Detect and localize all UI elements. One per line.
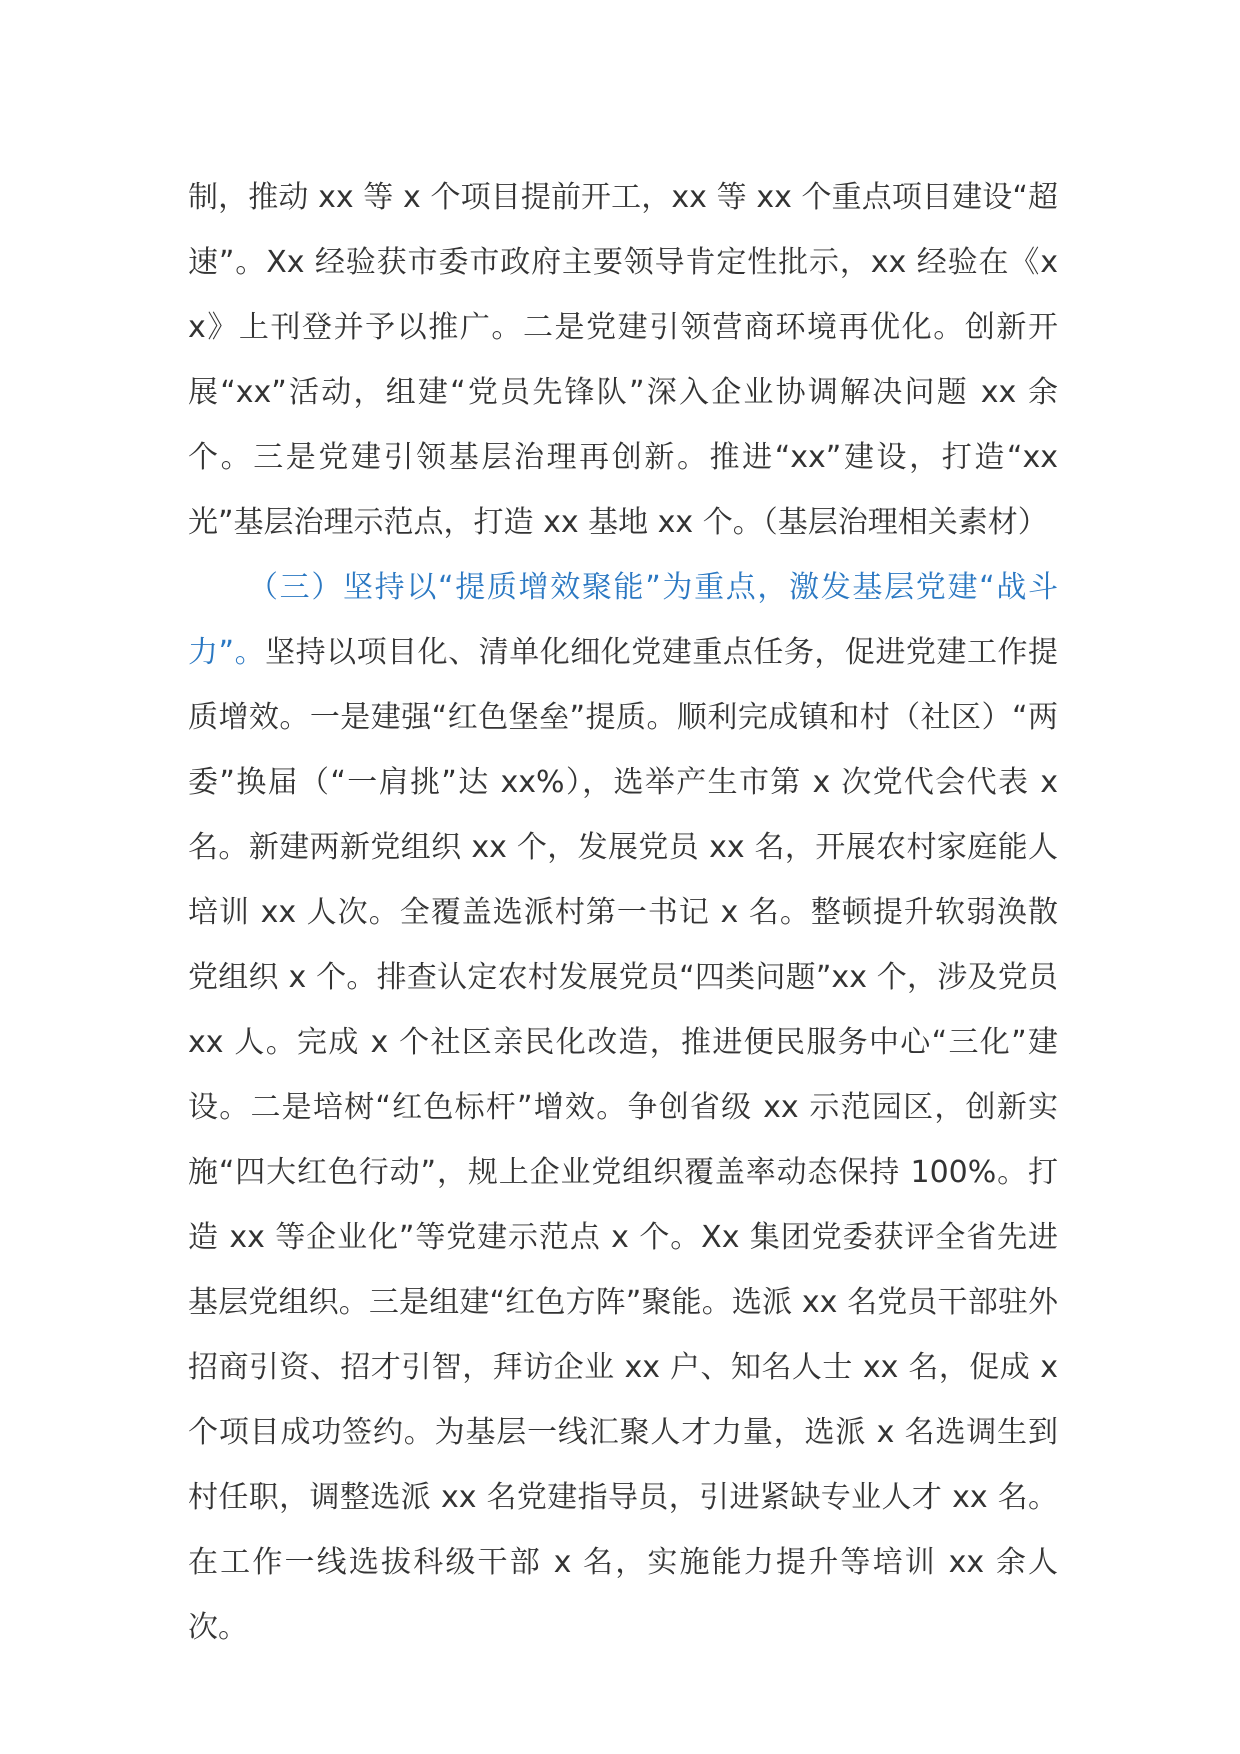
paragraph-continuation: 制，推动 xx 等 x 个项目提前开工，xx 等 xx 个重点项目建设“超速”。Xx 经验获市委市政府主要领导肯定性批示，xx 经验在《xx》上刊登并予以推广。二是党建引领营商环境再优化。创新开展“xx”活动，组建“党员先锋队”深入企业协调解决问题 xx 余个。三是党建引领基层治理再创新。推进“xx”建设，打造“xx 光”基层治理示范点，打造 xx 基地 xx 个。（基层治理相关素材）: [188, 180, 1058, 540]
document-body: [188, 165, 1058, 1660]
section-heading: （三）坚持以“提质增效聚能”为重点，激发基层党建“战斗力”。: [188, 570, 1058, 670]
paragraph-section-3: [188, 555, 1058, 1660]
section-body: 坚持以项目化、清单化细化党建重点任务，促进党建工作提质增效。一是建强“红色堡垒”提质。顺利完成镇和村（社区）“两委”换届（“一肩挑”达 xx%），选举产生市第 x 次党代会代表 x 名。新建两新党组织 xx 个，发展党员 xx 名，开展农村家庭能人培训 xx 人次。全覆盖选派村第一书记 x 名。整顿提升软弱涣散党组织 x 个。排查认定农村发展党员“四类问题”xx 个，涉及党员 xx 人。完成 x 个社区亲民化改造，推进便民服务中心“三化”建设。二是培树“红色标杆”增效。争创省级 xx 示范园区，创新实施“四大红色行动”，规上企业党组织覆盖率动态保持 100%。打造 xx 等企业化”等党建示范点 x 个。Xx 集团党委获评全省先进基层党组织。三是组建“红色方阵”聚能。选派 xx 名党员干部驻外招商引资、招才引智，拜访企业 xx 户、知名人士 xx 名，促成 x 个项目成功签约。为基层一线汇聚人才力量，选派 x 名选调生到村任职，调整选派 xx 名党建指导员，引进紧缺专业人才 xx 名。在工作一线选拔科级干部 x 名，实施能力提升等培训 xx 余人次。: [188, 635, 1058, 1645]
